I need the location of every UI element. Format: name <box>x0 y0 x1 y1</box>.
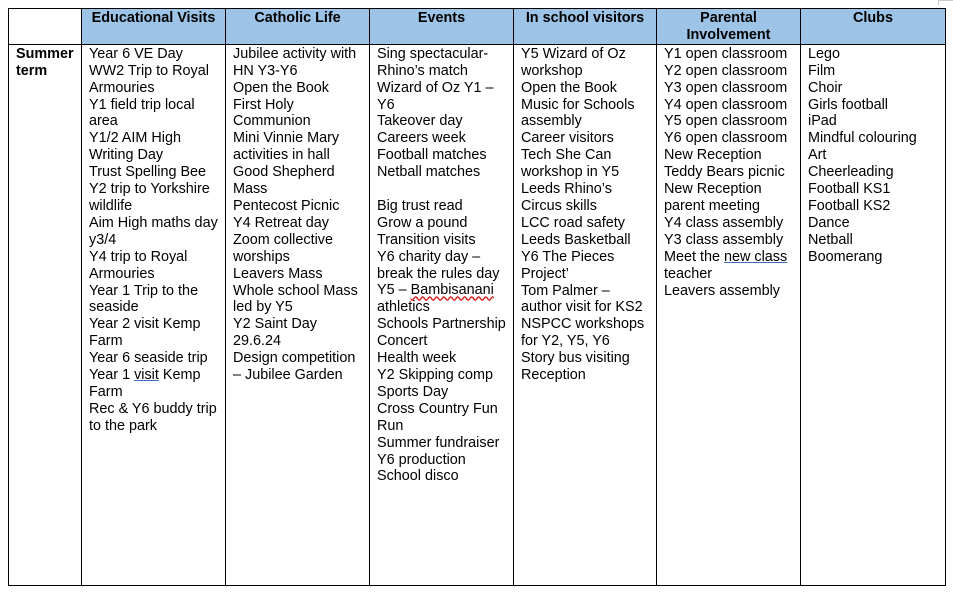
event-item: Y6 charity day – break the rules day <box>377 248 500 282</box>
educational-visit-item: Y1/2 AIM High Writing Day <box>89 130 181 164</box>
clubs-cell <box>801 44 946 585</box>
parental-item: Y4 class assembly <box>664 214 784 231</box>
educational-visit-item: Y2 trip to Yorkshire wildlife <box>89 181 210 214</box>
event-item: Big trust read <box>377 197 463 214</box>
header-parental-involvement: Parental Involvement <box>657 9 801 45</box>
visitor-item: Career visitors <box>521 130 614 147</box>
event-item: Wizard of Oz Y1 – Y6 <box>377 79 494 113</box>
events-spacer <box>377 181 509 198</box>
visitor-item: Leeds Basketball <box>521 231 631 248</box>
parental-item: Y4 open classroom <box>664 96 788 113</box>
club-item: Football KS1 <box>808 181 891 198</box>
visitor-item: NSPCC workshops for Y2, Y5, Y6 <box>521 316 645 350</box>
educational-visit-item: Y1 field trip local area <box>89 96 195 130</box>
event-item: Cross Country Fun Run <box>377 400 498 434</box>
visitor-item: Y6 The Pieces Project’ <box>521 248 615 282</box>
catholic-life-item: Open the Book <box>233 79 330 96</box>
catholic-life-item: Design competition – Jubilee Garden <box>233 350 356 384</box>
club-item: Art <box>808 147 827 164</box>
event-item: Y6 production <box>377 451 466 468</box>
event-item: Y2 Skipping comp <box>377 367 493 384</box>
catholic-life-item: Jubilee activity with HN Y3-Y6 <box>233 45 357 79</box>
event-item: Y5 – Bambisanani athletics <box>377 282 494 316</box>
educational-visit-item: Year 6 seaside trip <box>89 350 208 367</box>
grammar-underline: new class <box>724 248 788 265</box>
educational-visit-item: Year 2 visit Kemp Farm <box>89 316 201 350</box>
educational-visit-item: Year 1 visit Kemp Farm <box>89 367 201 400</box>
club-item: Film <box>808 62 836 79</box>
parental-item: Y1 open classroom <box>664 45 788 62</box>
visitor-item: Tech She Can workshop in Y5 <box>521 147 620 181</box>
header-row <box>9 9 946 45</box>
educational-visit-item: Year 6 VE Day <box>89 45 183 62</box>
parental-item: Y5 open classroom <box>664 113 788 130</box>
grammar-underline: visit <box>134 367 159 384</box>
header-clubs: Clubs <box>801 9 946 45</box>
parental-item: Y3 class assembly <box>664 231 784 248</box>
club-item: Lego <box>808 45 841 62</box>
visitor-item: Music for Schools assembly <box>521 96 635 130</box>
catholic-life-item: Good Shepherd Mass <box>233 164 335 198</box>
club-item: Dance <box>808 214 850 231</box>
visitor-item: Open the Book <box>521 79 618 96</box>
club-item: Cheerleading <box>808 164 894 181</box>
catholic-life-item: Pentecost Picnic <box>233 197 340 214</box>
event-item: Careers week <box>377 130 466 147</box>
event-item: Football matches <box>377 147 487 164</box>
visitor-item: Story bus visiting Reception <box>521 350 630 384</box>
visitor-item: LCC road safety <box>521 214 625 231</box>
educational-visits-cell <box>82 44 226 585</box>
event-item: Transition visits <box>377 231 476 248</box>
header-events: Events <box>370 9 514 45</box>
parental-item: New Reception parent meeting <box>664 181 762 214</box>
header-blank-cell <box>9 9 82 45</box>
catholic-life-item: Leavers Mass <box>233 265 323 282</box>
parental-involvement-cell <box>657 44 801 585</box>
header-catholic-life: Catholic Life <box>226 9 370 45</box>
club-item: Netball <box>808 231 853 248</box>
event-item: Schools Partnership Concert <box>377 316 506 350</box>
educational-visit-item: Rec & Y6 buddy trip to the park <box>89 400 217 434</box>
parental-item: Y6 open classroom <box>664 130 788 147</box>
event-item: Summer fundraiser <box>377 434 500 451</box>
events-cell <box>370 44 514 585</box>
club-item: Choir <box>808 79 843 96</box>
catholic-life-item: Whole school Mass led by Y5 <box>233 282 358 316</box>
club-item: Boomerang <box>808 248 883 265</box>
catholic-life-cell <box>226 44 370 585</box>
club-item: Girls football <box>808 96 888 113</box>
educational-visit-item: Aim High maths day y3/4 <box>89 214 218 248</box>
club-item: Mindful colouring <box>808 130 917 147</box>
summer-term-row <box>9 44 946 585</box>
term-label: Summer term <box>9 44 82 585</box>
club-item: Football KS2 <box>808 197 891 214</box>
spellcheck-underline: Bambisanani <box>410 282 494 299</box>
event-item: Health week <box>377 350 457 367</box>
event-item: Grow a pound <box>377 214 468 231</box>
parental-item: Y3 open classroom <box>664 79 788 96</box>
educational-visit-item: Trust Spelling Bee <box>89 164 207 181</box>
parental-item: Leavers assembly <box>664 282 780 299</box>
window-corner-mark <box>938 0 953 5</box>
catholic-life-item: Y2 Saint Day 29.6.24 <box>233 316 317 350</box>
parental-item: New Reception Teddy Bears picnic <box>664 147 785 181</box>
event-item: Sing spectacular- Rhino’s match <box>377 45 489 79</box>
educational-visit-item: Year 1 Trip to the seaside <box>89 282 199 316</box>
catholic-life-item: First Holy Communion <box>233 96 311 130</box>
visitor-item: Tom Palmer – author visit for KS2 <box>521 282 643 316</box>
summer-term-table <box>8 8 946 586</box>
catholic-life-item: Zoom collective worships <box>233 231 333 265</box>
in-school-visitors-cell <box>514 44 657 585</box>
club-item: iPad <box>808 113 837 130</box>
parental-item: Y2 open classroom <box>664 62 788 79</box>
header-educational-visits: Educational Visits <box>82 9 226 45</box>
catholic-life-item: Y4 Retreat day <box>233 214 329 231</box>
visitor-item: Y5 Wizard of Oz workshop <box>521 45 626 79</box>
header-in-school-visitors: In school visitors <box>514 9 657 45</box>
event-item: Takeover day <box>377 113 463 130</box>
event-item: Netball matches <box>377 164 481 181</box>
educational-visit-item: Y4 trip to Royal Armouries <box>89 248 188 282</box>
visitor-item: Leeds Rhino’s Circus skills <box>521 181 612 214</box>
educational-visit-item: WW2 Trip to Royal Armouries <box>89 62 209 96</box>
catholic-life-item: Mini Vinnie Mary activities in hall <box>233 130 340 164</box>
event-item: Sports Day <box>377 383 449 400</box>
parental-item: Meet the new class teacher <box>664 248 788 282</box>
event-item: School disco <box>377 468 459 485</box>
